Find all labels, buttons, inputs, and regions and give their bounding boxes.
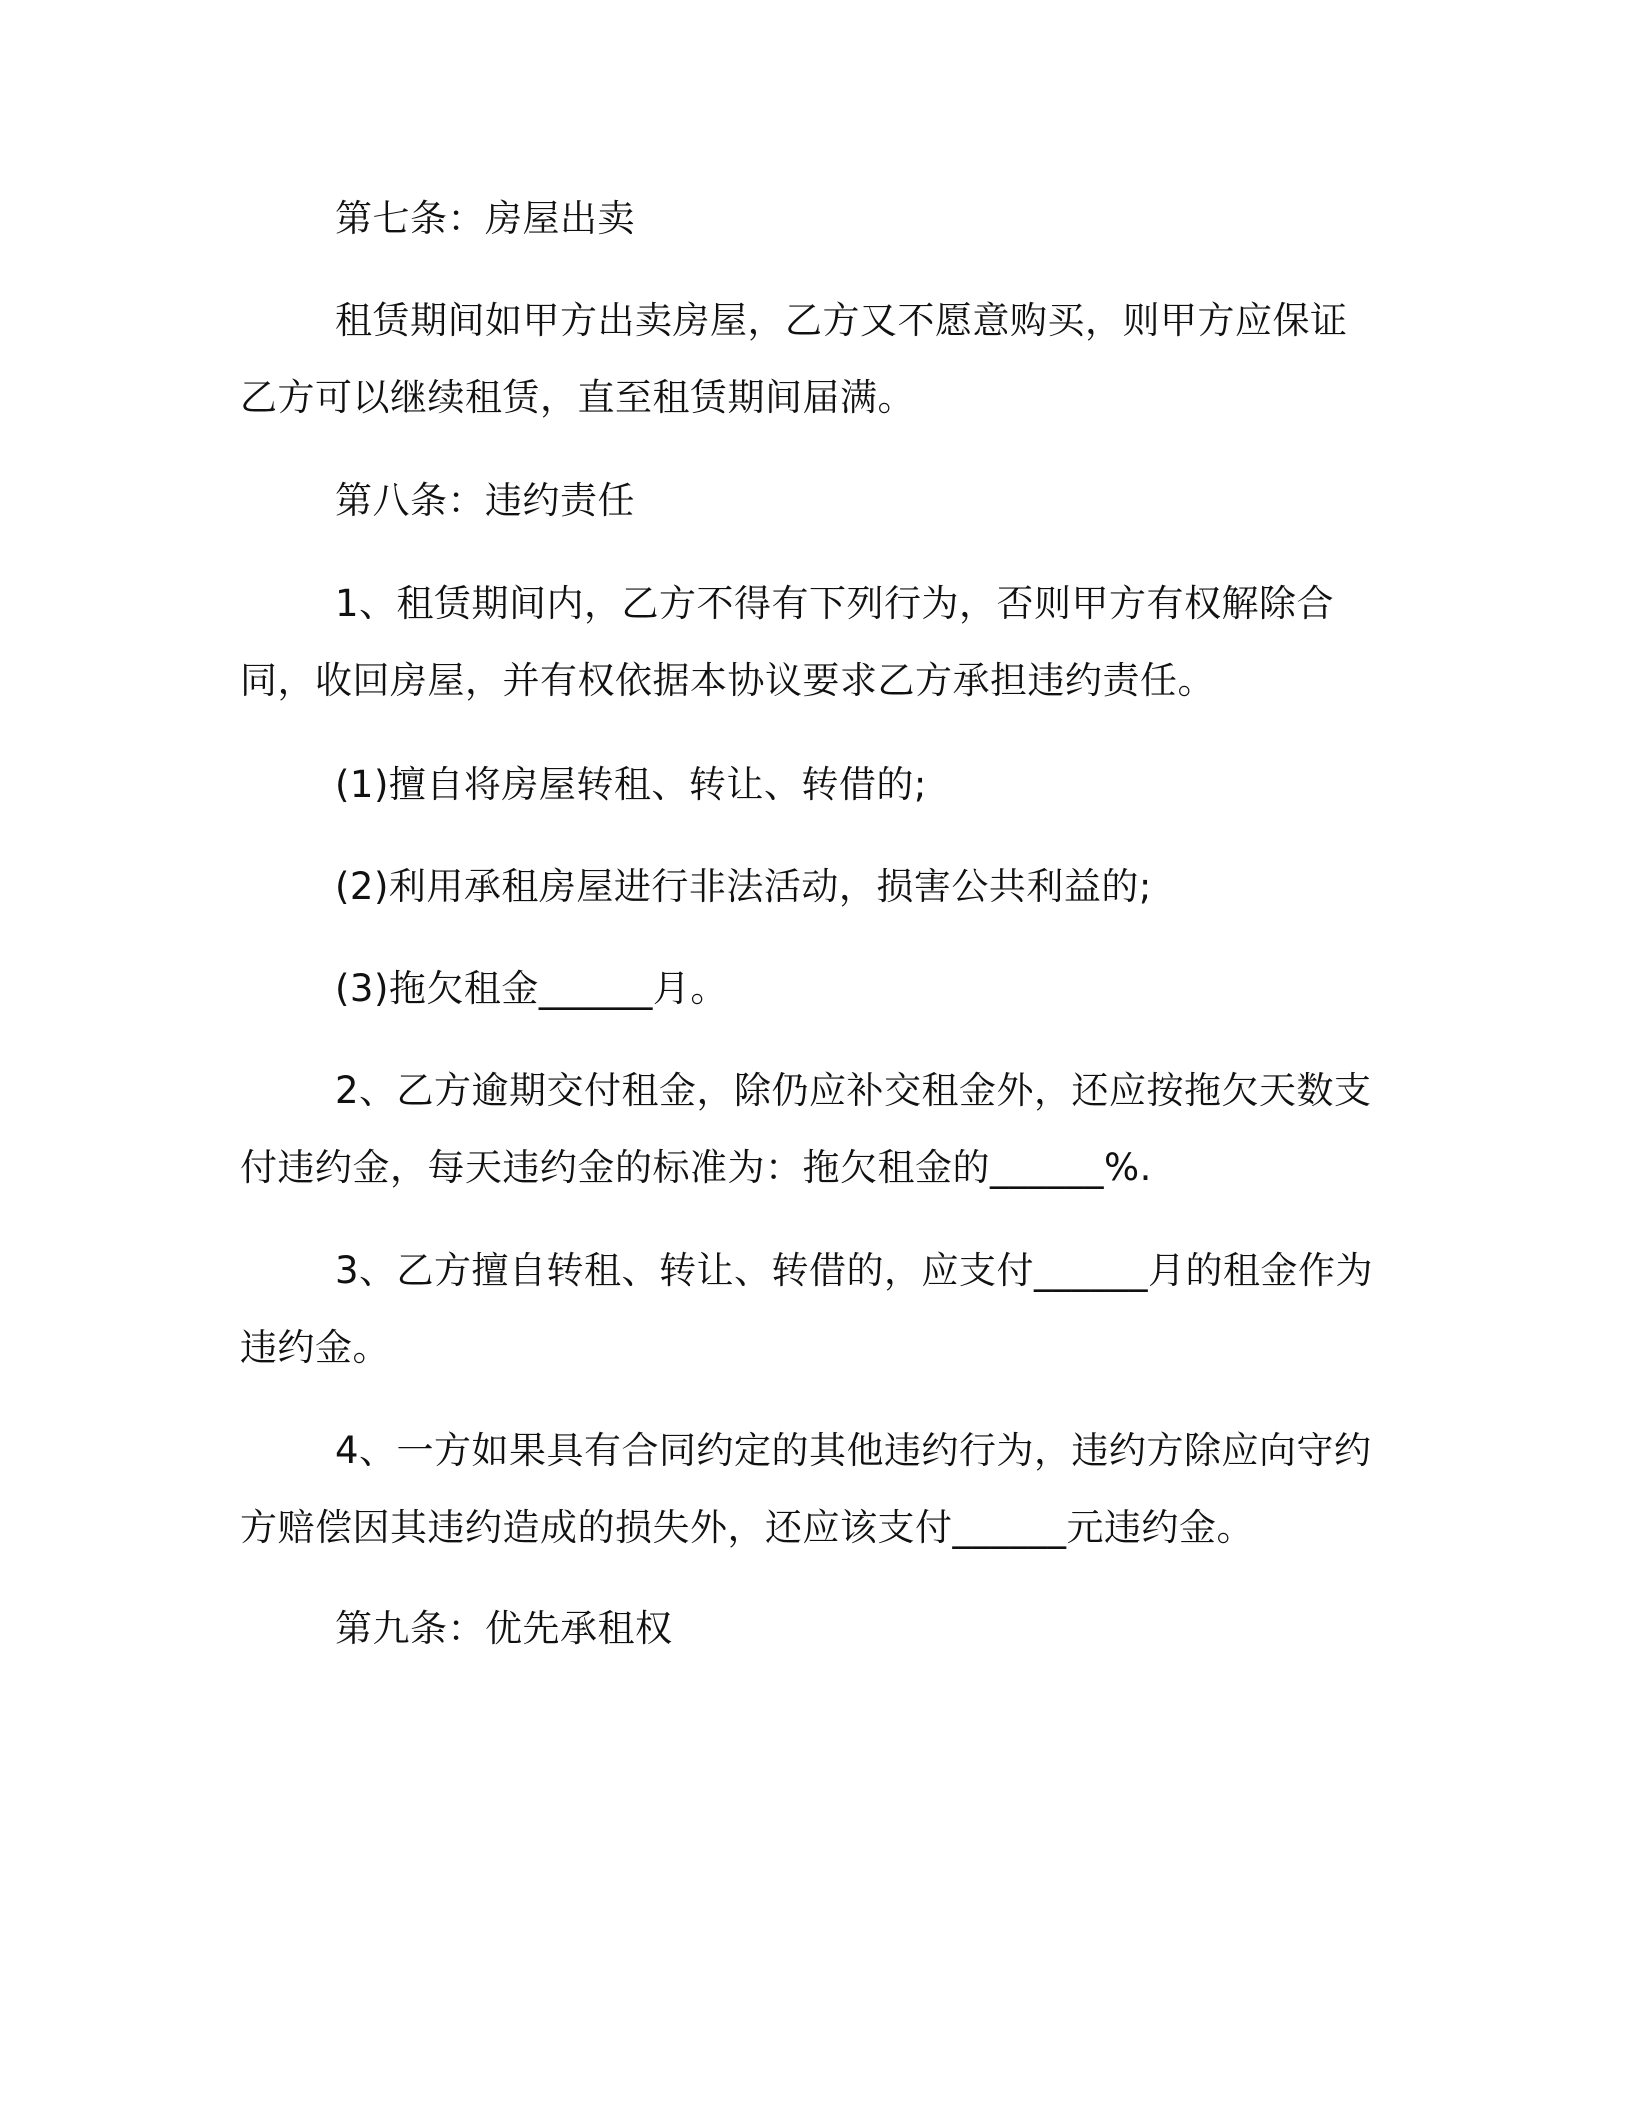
article-8-item-3: (3)拖欠租金______月。 bbox=[335, 967, 728, 1010]
article-8-heading: 第八条：违约责任 bbox=[335, 479, 635, 522]
article-7-heading: 第七条：房屋出卖 bbox=[335, 197, 635, 240]
article-8-clause-2: 2、乙方逾期交付租金，除仍应补交租金外，还应按拖欠天数支付违约金，每天违约金的标准为：拖欠租金的______%. bbox=[240, 1069, 1372, 1189]
article-7-body: 租赁期间如甲方出卖房屋，乙方又不愿意购买，则甲方应保证乙方可以继续租赁，直至租赁期间届满。 bbox=[240, 299, 1348, 419]
article-9-heading: 第九条：优先承租权 bbox=[335, 1607, 673, 1650]
article-8-clause-4: 4、一方如果具有合同约定的其他违约行为，违约方除应向守约方赔偿因其违约造成的损失外，还应该支付______元违约金。 bbox=[240, 1429, 1372, 1549]
article-8-item-2: (2)利用承租房屋进行非法活动，损害公共利益的; bbox=[335, 865, 1152, 908]
article-8-clause-3: 3、乙方擅自转租、转让、转借的，应支付______月的租金作为违约金。 bbox=[240, 1249, 1374, 1369]
article-8-item-1: (1)擅自将房屋转租、转让、转借的; bbox=[335, 763, 927, 806]
article-8-clause-1: 1、租赁期间内，乙方不得有下列行为，否则甲方有权解除合同，收回房屋，并有权依据本协议要求乙方承担违约责任。 bbox=[240, 582, 1335, 702]
